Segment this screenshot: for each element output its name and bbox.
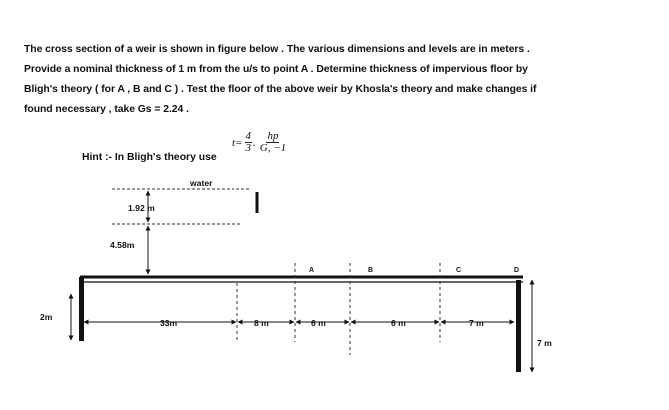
level-4-58-label: 4.58m [110, 240, 135, 250]
upstream-pile [79, 277, 84, 341]
formula-lhs: t [232, 136, 236, 149]
problem-line-2: Provide a nominal thickness of 1 m from the u/s to point A . Determine thickness of impervious floor by [24, 64, 528, 75]
segment-33m-label: 33m [160, 318, 178, 328]
hint-text: Hint :- In Bligh's theory use [82, 152, 217, 163]
formula-equals: = [235, 136, 243, 149]
coefficient-denominator: 3 [245, 142, 251, 154]
problem-line-4: found necessary , take Gs = 2.24 . [24, 104, 189, 115]
downstream-pile-label: 7 m [537, 338, 552, 348]
segment-6m-label-1: 6 m [311, 318, 326, 328]
point-D-label: D [514, 267, 520, 274]
formula-numerator: hp [267, 130, 279, 142]
coefficient-numerator: 4 [245, 130, 251, 142]
point-A-label: A [309, 267, 315, 274]
segment-7m-label: 7 m [469, 318, 484, 328]
formula-denominator: G, −1 [259, 142, 287, 154]
problem-line-3: Bligh's theory ( for A , B and C ) . Test the floor of the above weir by Khosla's theory and make changes if [24, 84, 537, 95]
downstream-pile [516, 280, 521, 372]
point-C-label: C [456, 267, 462, 274]
upstream-pile-label: 2m [40, 312, 53, 322]
segment-6m-label-2: 6 m [391, 318, 406, 328]
segment-8m-label: 8 m [254, 318, 269, 328]
water-label: water [190, 178, 213, 188]
level-1-92-label: 1.92 m [128, 203, 155, 213]
point-B-label: B [368, 267, 374, 274]
problem-line-1: The cross section of a weir is shown in figure below . The various dimensions and levels are in meters . [24, 44, 530, 55]
bligh-formula: t = $\frac{4}{3}$ . $\frac{hp}{G, -1}$ [232, 130, 287, 154]
